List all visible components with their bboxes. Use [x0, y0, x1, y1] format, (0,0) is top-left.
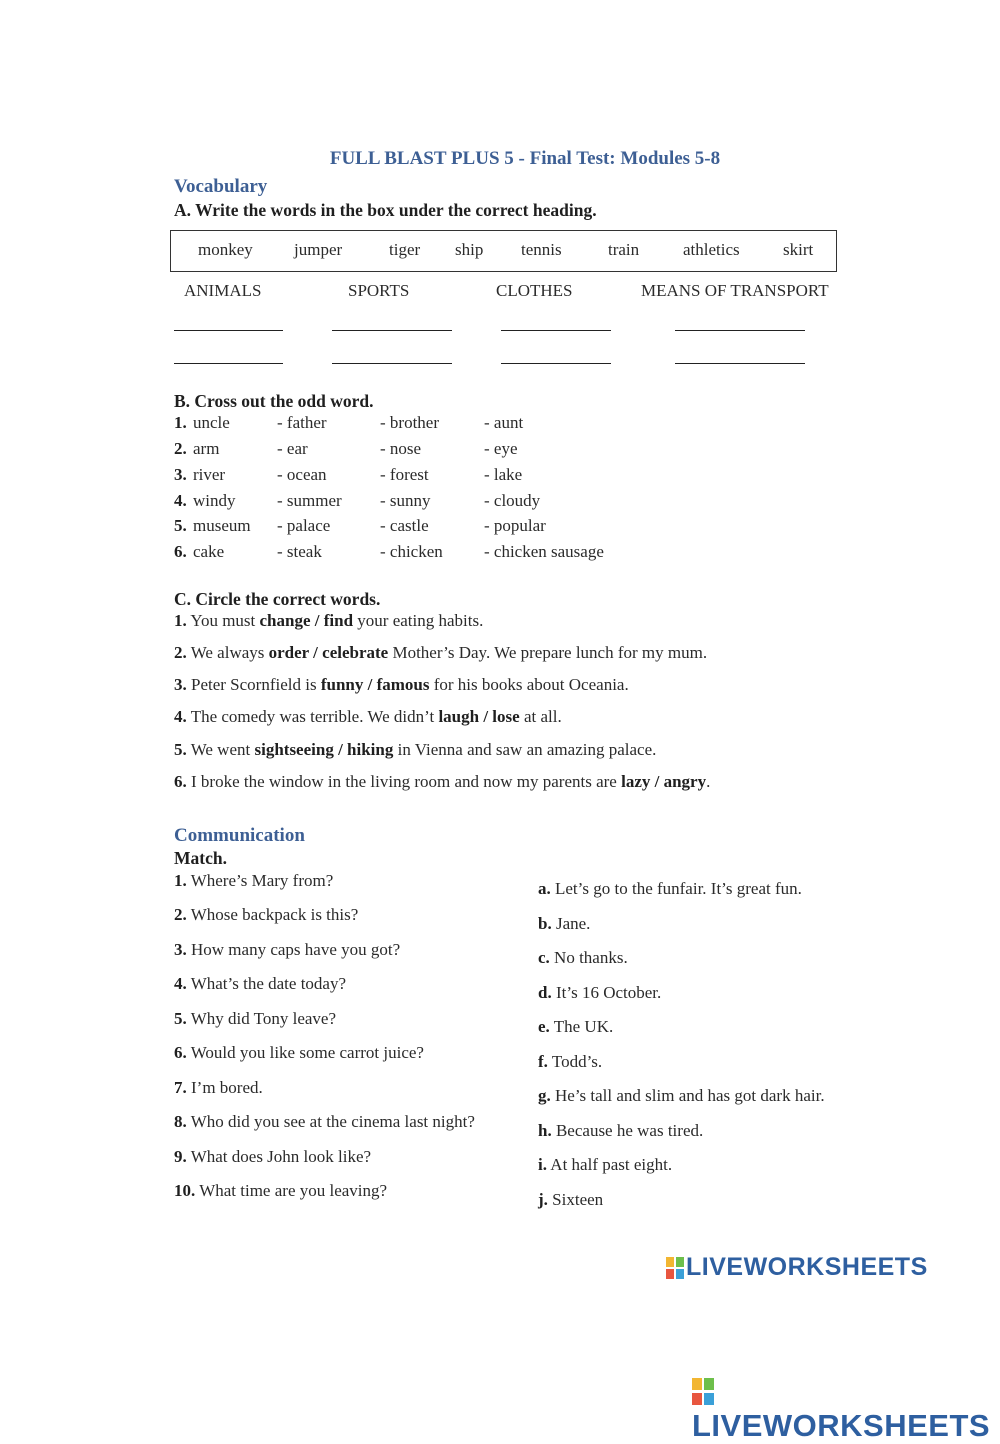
sentence-start: Peter Scornfield is: [191, 675, 321, 694]
answer-text: Todd’s.: [551, 1052, 603, 1071]
word-option[interactable]: windy: [193, 491, 236, 510]
answer-item[interactable]: [538, 1086, 825, 1106]
word-option[interactable]: arm: [193, 439, 220, 458]
sentence-start: We always: [190, 643, 269, 662]
item-letter: c.: [538, 948, 550, 967]
liveworksheets-logo: [666, 1253, 928, 1282]
answer-text: Because he was tired.: [555, 1121, 704, 1140]
word-option[interactable]: - sunny: [380, 491, 431, 510]
answer-item[interactable]: [538, 1121, 703, 1141]
answer-text: Let’s go to the funfair. It’s great fun.: [555, 879, 802, 898]
word-option[interactable]: - ear: [277, 439, 308, 458]
word-box-item: monkey: [198, 240, 253, 259]
item-number: 1.: [174, 871, 187, 890]
sentence-end: Mother’s Day. We prepare lunch for my mum.: [388, 643, 708, 662]
instruction-part-b: B. Cross out the odd word.: [174, 391, 374, 411]
row-number: 2.: [174, 439, 187, 458]
heading-means-of-transport: MEANS OF TRANSPORT: [641, 281, 829, 300]
word-choice[interactable]: change / find: [259, 611, 354, 630]
answer-line-animals[interactable]: [174, 330, 283, 331]
sentence-end: in Vienna and saw an amazing palace.: [393, 740, 657, 759]
item-number: 6.: [174, 772, 187, 791]
answer-text: Sixteen: [552, 1190, 604, 1209]
heading-clothes: CLOTHES: [496, 281, 573, 300]
word-option[interactable]: - father: [277, 413, 327, 432]
word-option[interactable]: - steak: [277, 542, 322, 561]
word-option[interactable]: - brother: [380, 413, 440, 432]
answer-text: The UK.: [553, 1017, 614, 1036]
answer-line-transport[interactable]: [675, 363, 805, 364]
heading-sports: SPORTS: [348, 281, 410, 300]
row-number: 6.: [174, 542, 187, 561]
answer-text: He’s tall and slim and has got dark hair.: [555, 1086, 825, 1105]
word-box-item: tiger: [389, 240, 421, 259]
word-option[interactable]: - aunt: [484, 413, 524, 432]
logo-text: LIVEWORKSHEETS: [686, 1253, 928, 1281]
item-letter: h.: [538, 1121, 552, 1140]
item-letter: a.: [538, 879, 551, 898]
word-box-item: athletics: [683, 240, 740, 259]
instruction-match: Match.: [174, 848, 227, 868]
answer-item[interactable]: [538, 983, 661, 1003]
circle-sentence: [174, 611, 483, 631]
answer-line-sports[interactable]: [332, 363, 452, 364]
word-box-item: jumper: [294, 240, 343, 259]
item-letter: e.: [538, 1017, 550, 1036]
word-option[interactable]: - eye: [484, 439, 518, 458]
item-letter: j.: [538, 1190, 548, 1209]
answer-item[interactable]: [538, 914, 590, 934]
row-number: 4.: [174, 491, 187, 510]
sentence-start: You must: [190, 611, 260, 630]
answer-line-clothes[interactable]: [501, 363, 611, 364]
circle-sentence: [174, 740, 656, 760]
answer-line-clothes[interactable]: [501, 330, 611, 331]
item-letter: g.: [538, 1086, 551, 1105]
word-choice[interactable]: order / celebrate: [268, 643, 389, 662]
sentence-end: at all.: [519, 707, 562, 726]
question-text: Whose backpack is this?: [190, 905, 359, 924]
answer-line-sports[interactable]: [332, 330, 452, 331]
row-number: 5.: [174, 516, 187, 535]
word-choice[interactable]: sightseeing / hiking: [254, 740, 394, 759]
word-option[interactable]: - summer: [277, 491, 342, 510]
row-number: 1.: [174, 413, 187, 432]
instruction-part-a: A. Write the words in the box under the correct heading.: [174, 200, 597, 220]
word-option[interactable]: - lake: [484, 465, 523, 484]
question-item[interactable]: [174, 974, 346, 994]
word-option[interactable]: uncle: [193, 413, 230, 432]
item-number: 10.: [174, 1181, 196, 1200]
word-option[interactable]: - palace: [277, 516, 331, 535]
word-option[interactable]: - castle: [380, 516, 429, 535]
question-text: What time are you leaving?: [199, 1181, 388, 1200]
sentence-end: your eating habits.: [353, 611, 484, 630]
word-option[interactable]: - chicken sausage: [484, 542, 604, 561]
logo-text: LIVEWORKSHEETS: [692, 1408, 991, 1443]
item-letter: f.: [538, 1052, 548, 1071]
sentence-end: .: [706, 772, 711, 791]
question-item[interactable]: [174, 1009, 336, 1029]
item-number: 2.: [174, 905, 187, 924]
question-text: Who did you see at the cinema last night?: [190, 1112, 475, 1131]
word-option[interactable]: - popular: [484, 516, 546, 535]
word-box-item: skirt: [783, 240, 814, 259]
answer-item[interactable]: [538, 1155, 672, 1175]
liveworksheets-logo-icon: [666, 1257, 684, 1279]
question-item[interactable]: [174, 1043, 424, 1063]
word-box-item: ship: [455, 240, 484, 259]
item-number: 8.: [174, 1112, 187, 1131]
liveworksheets-logo-footer: [692, 1372, 1000, 1444]
sentence-start: We went: [190, 740, 255, 759]
liveworksheets-logo-icon: [692, 1378, 714, 1405]
sentence-end: for his books about Oceania.: [429, 675, 629, 694]
word-option[interactable]: cake: [193, 542, 225, 561]
item-letter: d.: [538, 983, 552, 1002]
word-option[interactable]: - chicken: [380, 542, 443, 561]
item-number: 5.: [174, 740, 187, 759]
section-heading-vocabulary: Vocabulary: [174, 176, 268, 197]
item-number: 4.: [174, 707, 187, 726]
item-number: 4.: [174, 974, 187, 993]
circle-sentence: [174, 675, 629, 695]
word-choice[interactable]: funny / famous: [320, 675, 430, 694]
question-text: I’m bored.: [191, 1078, 263, 1097]
answer-item[interactable]: [538, 1052, 602, 1072]
question-item[interactable]: [174, 1078, 263, 1098]
item-letter: i.: [538, 1155, 547, 1174]
word-box-item: train: [608, 240, 640, 259]
instruction-part-c: C. Circle the correct words.: [174, 589, 381, 609]
answer-text: No thanks.: [554, 948, 628, 967]
question-text: What’s the date today?: [190, 974, 347, 993]
word-choice[interactable]: laugh / lose: [438, 707, 520, 726]
item-number: 1.: [174, 611, 187, 630]
row-number: 3.: [174, 465, 187, 484]
question-item[interactable]: [174, 1181, 387, 1201]
question-text: What does John look like?: [190, 1147, 372, 1166]
item-number: 6.: [174, 1043, 187, 1062]
item-number: 2.: [174, 643, 187, 662]
answer-item[interactable]: [538, 1190, 603, 1210]
answer-line-transport[interactable]: [675, 330, 805, 331]
answer-item[interactable]: [538, 948, 628, 968]
word-option[interactable]: museum: [193, 516, 251, 535]
item-number: 7.: [174, 1078, 187, 1097]
question-item[interactable]: [174, 1112, 475, 1132]
circle-sentence: [174, 707, 562, 727]
item-letter: b.: [538, 914, 552, 933]
sentence-start: The comedy was terrible. We didn’t: [190, 707, 439, 726]
answer-item[interactable]: [538, 879, 802, 899]
word-choice[interactable]: lazy / angry: [621, 772, 707, 791]
question-item[interactable]: [174, 940, 400, 960]
answer-text: It’s 16 October.: [555, 983, 662, 1002]
word-option[interactable]: - ocean: [277, 465, 327, 484]
item-number: 9.: [174, 1147, 187, 1166]
question-item[interactable]: [174, 905, 358, 925]
item-number: 3.: [174, 675, 187, 694]
circle-sentence: [174, 643, 707, 663]
heading-animals: ANIMALS: [184, 281, 262, 300]
question-item[interactable]: [174, 1147, 371, 1167]
item-number: 3.: [174, 940, 187, 959]
word-option[interactable]: - nose: [380, 439, 422, 458]
word-option[interactable]: river: [193, 465, 226, 484]
answer-item[interactable]: [538, 1017, 613, 1037]
word-option[interactable]: - cloudy: [484, 491, 541, 510]
answer-text: Jane.: [555, 914, 591, 933]
section-heading-communication: Communication: [174, 825, 305, 846]
question-text: Would you like some carrot juice?: [190, 1043, 424, 1062]
word-option[interactable]: - forest: [380, 465, 429, 484]
question-text: Where’s Mary from?: [190, 871, 334, 890]
word-box-item: tennis: [521, 240, 562, 259]
circle-sentence: [174, 772, 710, 792]
sentence-start: I broke the window in the living room and now my parents are: [191, 772, 622, 791]
page-title: FULL BLAST PLUS 5 - Final Test: Modules 5-8: [329, 148, 721, 169]
answer-text: At half past eight.: [550, 1155, 673, 1174]
question-text: Why did Tony leave?: [190, 1009, 337, 1028]
item-number: 5.: [174, 1009, 187, 1028]
answer-line-animals[interactable]: [174, 363, 283, 364]
question-text: How many caps have you got?: [191, 940, 401, 959]
question-item[interactable]: [174, 871, 333, 891]
